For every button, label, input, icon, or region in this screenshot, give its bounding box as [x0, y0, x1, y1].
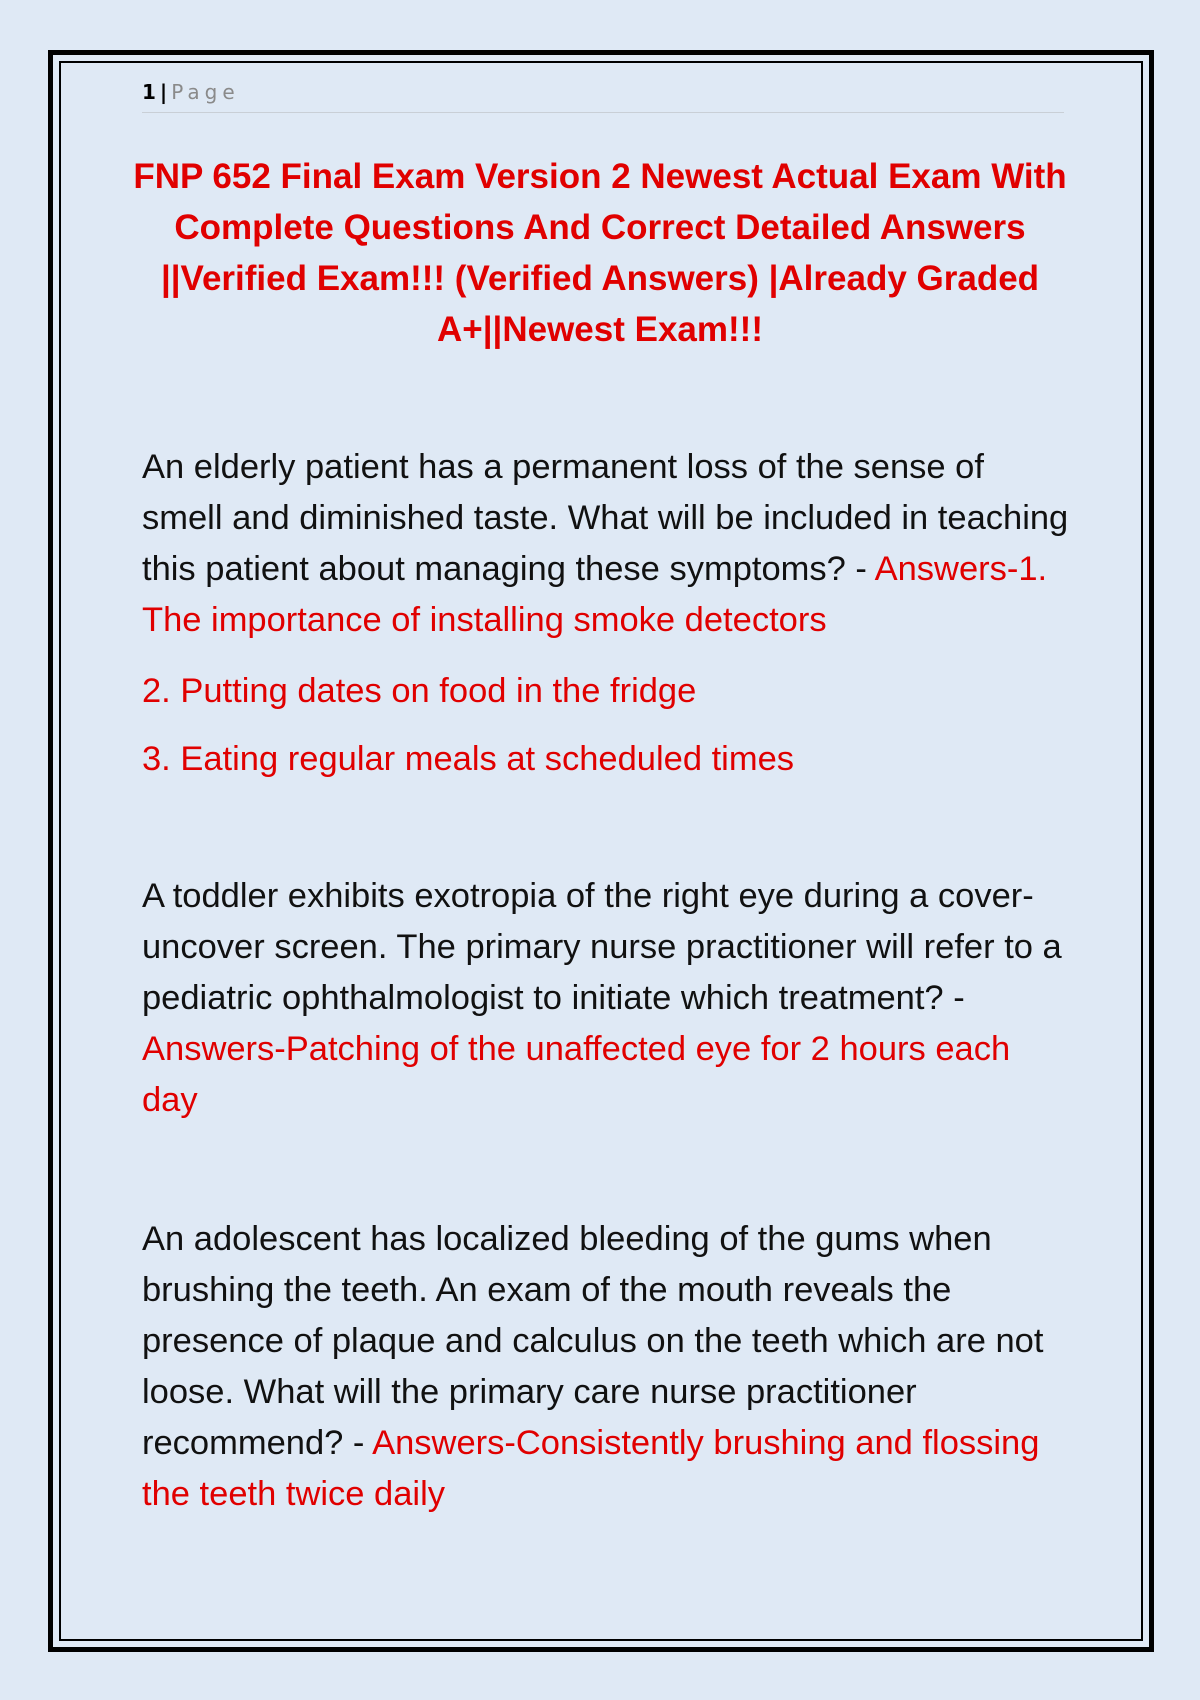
question-2-text: A toddler exhibits exotropia of the right eye during a cover-uncover screen. The primary nurse practitioner will refer to a pediatric ophthalmologist to initiate which treatment? -	[142, 877, 1062, 1017]
question-3	[142, 1214, 1072, 1520]
page-number: 1	[142, 80, 156, 104]
question-2	[142, 871, 1072, 1126]
page-separator: |	[159, 80, 168, 104]
answer-3-text: Answers-Consistently brushing and flossing the teeth twice daily	[142, 1424, 1040, 1513]
page-word: Page	[171, 80, 240, 104]
answer-1-item-2: 2. Putting dates on food in the fridge	[142, 672, 697, 710]
document-title: FNP 652 Final Exam Version 2 Newest Actual Exam With Complete Questions And Correct Detailed Answers ||Verified Exam!!! (Verified Answers) |Already Graded A+||Newest Exam!!!	[133, 157, 1067, 349]
question-1-text: An elderly patient has a permanent loss of the sense of smell and diminished taste. What will be included in teaching this patient about managing these symptoms? -	[142, 448, 1069, 588]
answer-1-text: Answers-1. The importance of installing smoke detectors	[142, 550, 1048, 639]
answer-2-text: Answers-Patching of the unaffected eye for 2 hours each day	[142, 1030, 1011, 1119]
question-1	[142, 442, 1072, 646]
answer-1-item-3: 3. Eating regular meals at scheduled times	[142, 740, 795, 778]
page-header	[142, 80, 1064, 113]
question-3-text: An adolescent has localized bleeding of the gums when brushing the teeth. An exam of the mouth reveals the presence of plaque and calculus on the teeth which are not loose. What will the primary care nurse practitioner recommend? -	[142, 1220, 1044, 1462]
